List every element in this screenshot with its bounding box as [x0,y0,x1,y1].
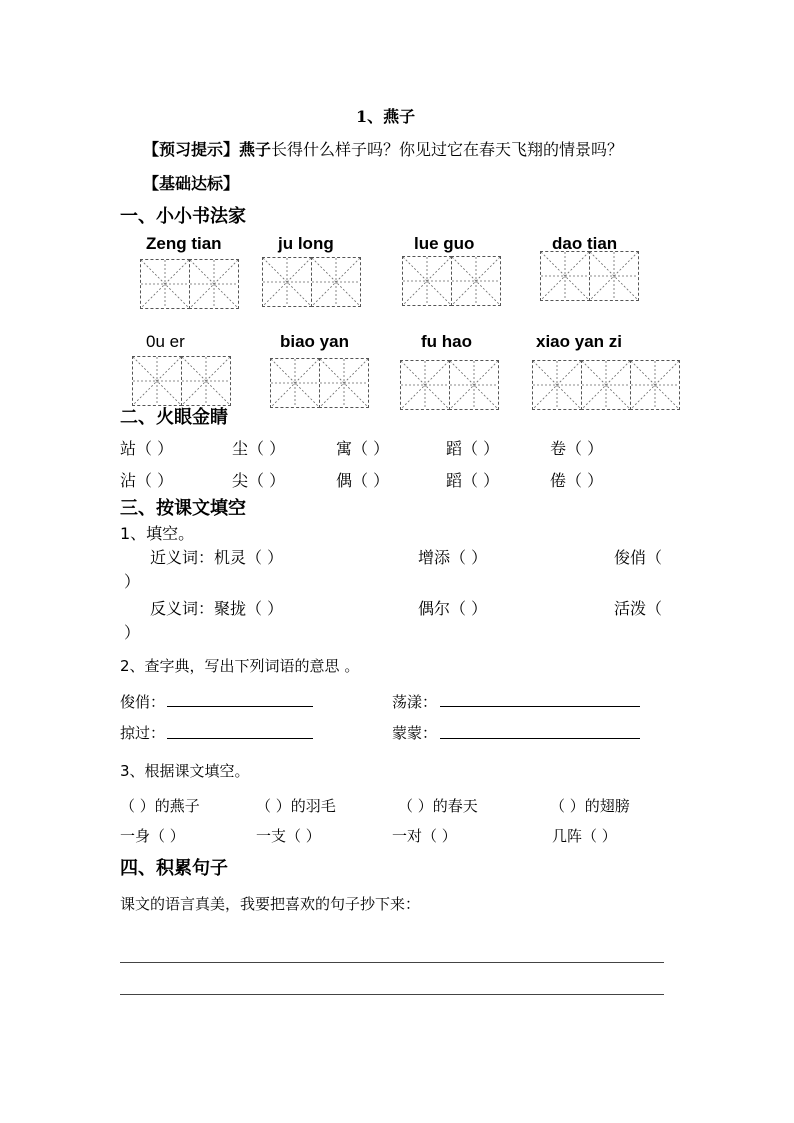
fill-item: 一身（ ） [120,827,185,845]
grid-guide [263,258,311,306]
grid-cell[interactable] [262,257,312,307]
grid-cell[interactable] [451,256,501,306]
writing-grid-7[interactable] [400,360,498,410]
answer-line[interactable] [167,738,313,739]
grid-guide [631,361,679,409]
answer-line[interactable] [440,706,640,707]
char-item: 站（ ） [120,439,174,458]
section3-heading: 三、按课文填空 [120,498,246,519]
page-title: 1、燕子 [356,107,416,126]
char-item: 尖（ ） [232,471,286,490]
grid-guide [541,252,589,300]
char-item: 卷（ ） [550,439,604,458]
q3-label: 3、根据课文填空。 [120,762,250,780]
word-lueguo: 掠过： [120,724,166,742]
pinyin-4: dao tian [552,234,618,253]
grid-guide [141,260,189,308]
grid-cell[interactable] [630,360,680,410]
answer-line[interactable] [440,738,640,739]
basic-label: 【基础达标】 [143,174,240,193]
char-item: 偶（ ） [336,471,390,490]
synonym-3-close: ） [124,572,141,591]
preview-hint [143,137,623,160]
fill-item: 几阵（ ） [552,827,617,845]
q1-label: 1、填空。 [120,524,195,543]
fill-item: （ ）的燕子 [120,797,200,815]
grid-cell[interactable] [400,360,450,410]
writing-grid-3[interactable] [402,256,500,306]
fill-item: 一对（ ） [392,827,457,845]
antonym-1: 反义词：聚拢（ ） [150,599,284,618]
section2-heading: 二、火眼金睛 [120,407,228,428]
grid-guide [450,361,498,409]
writing-grid-5[interactable] [132,356,230,406]
grid-guide [452,257,500,305]
grid-guide [320,359,368,407]
grid-cell[interactable] [140,259,190,309]
char-item: 蹈（ ） [446,439,500,458]
word-dangyang: 荡漾： [392,693,438,711]
grid-guide [271,359,319,407]
answer-line[interactable] [167,706,313,707]
fill-item: （ ）的羽毛 [256,797,336,815]
pinyin-2: ju long [278,234,334,253]
fill-item: （ ）的翅膀 [550,797,630,815]
grid-cell[interactable] [311,257,361,307]
grid-guide [133,357,181,405]
char-item: 尘（ ） [232,439,286,458]
word-junqiao: 俊俏： [120,693,166,711]
antonym-2: 偶尔（ ） [418,599,488,618]
char-item: 蹈（ ） [446,471,500,490]
grid-cell[interactable] [532,360,582,410]
section1-heading: 一、小小书法家 [120,206,246,227]
copy-line[interactable] [120,994,664,995]
char-item: 沾（ ） [120,471,174,490]
grid-cell[interactable] [402,256,452,306]
grid-guide [590,252,638,300]
grid-cell[interactable] [449,360,499,410]
pinyin-3: lue guo [414,234,475,253]
pinyin-5: 0u er [146,332,185,351]
grid-cell[interactable] [189,259,239,309]
writing-grid-6[interactable] [270,358,368,408]
char-item: 倦（ ） [550,471,604,490]
synonym-2: 增添（ ） [418,548,488,567]
grid-cell[interactable] [540,251,590,301]
pinyin-1: Zeng tian [146,234,222,253]
grid-guide [582,361,630,409]
grid-cell[interactable] [181,356,231,406]
grid-cell[interactable] [270,358,320,408]
antonym-3: 活泼（ [614,599,663,618]
writing-grid-1[interactable] [140,259,238,309]
preview-label: 【预习提示】 [143,140,240,159]
writing-grid-4[interactable] [540,251,638,301]
word-mengmeng: 蒙蒙： [392,724,438,742]
grid-guide [401,361,449,409]
synonym-3: 俊俏（ [614,548,663,567]
antonym-3-close: ） [124,623,141,642]
grid-cell[interactable] [589,251,639,301]
fill-item: 一支（ ） [256,827,321,845]
grid-guide [533,361,581,409]
writing-grid-2[interactable] [262,257,360,307]
q2-label: 2、查字典，写出下列词语的意思 。 [120,657,360,675]
grid-cell[interactable] [132,356,182,406]
char-item: 寓（ ） [336,439,390,458]
grid-guide [312,258,360,306]
grid-cell[interactable] [319,358,369,408]
grid-guide [190,260,238,308]
grid-cell[interactable] [581,360,631,410]
synonym-1: 近义词：机灵（ ） [150,548,284,567]
preview-bold-word: 燕子 [239,140,272,159]
writing-grid-8[interactable] [532,360,679,410]
pinyin-7: fu hao [421,332,472,351]
fill-item: （ ）的春天 [398,797,478,815]
section4-prompt: 课文的语言真美，我要把喜欢的句子抄下来： [120,895,421,913]
grid-guide [182,357,230,405]
grid-guide [403,257,451,305]
section4-heading: 四、积累句子 [120,858,228,879]
preview-text: 长得什么样子吗？你见过它在春天飞翔的情景吗？ [271,140,624,159]
copy-line[interactable] [120,962,664,963]
pinyin-8: xiao yan zi [536,332,622,351]
pinyin-6: biao yan [280,332,349,351]
